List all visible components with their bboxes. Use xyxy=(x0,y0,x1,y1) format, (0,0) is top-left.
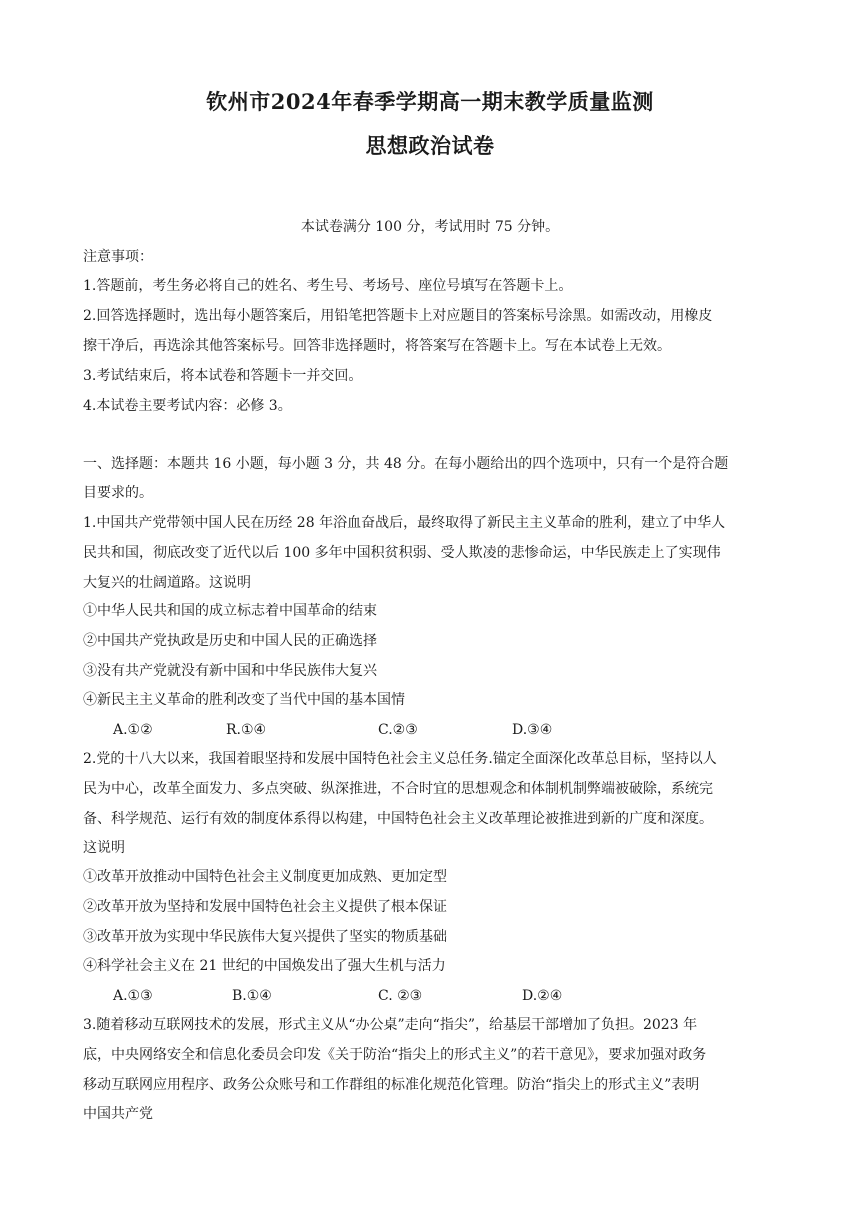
q1-option-d: D.③④ xyxy=(512,722,553,738)
q3-stem: 3.随着移动互联网技术的发展，形式主义从“办公桌”走向“指尖”，给基层干部增加了负担。2023 年 xyxy=(83,1017,698,1033)
exam-title: 钦州市2024年春季学期高一期末教学质量监测 xyxy=(206,89,654,114)
note-item: 4.本试卷主要考试内容：必修 3。 xyxy=(83,398,292,414)
q3-stem: 移动互联网应用程序、政务公众账号和工作群组的标准化规范化管理。防治“指尖上的形式主义”表明 xyxy=(83,1077,700,1093)
q2-option-a: A.①③ xyxy=(113,988,153,1004)
note-item: 2.回答选择题时，选出每小题答案后，用铅笔把答题卡上对应题目的答案标号涂黑。如需改动，用橡皮 xyxy=(83,308,713,324)
q2-stem: 备、科学规范、运行有效的制度体系得以构建，中国特色社会主义改革理论被推进到新的广度和深度。 xyxy=(83,811,713,827)
q1-option-a: A.①② xyxy=(113,722,153,738)
q1-statement: ③没有共产党就没有新中国和中华民族伟大复兴 xyxy=(83,663,377,679)
q2-statement: ③改革开放为实现中华民族伟大复兴提供了坚实的物质基础 xyxy=(83,929,447,945)
q2-option-c: C. ②③ xyxy=(378,988,423,1004)
section-heading: 一、选择题：本题共 16 小题，每小题 3 分，共 48 分。在每小题给出的四个选项中，只有一个是符合题 xyxy=(83,456,729,472)
q1-stem: 大复兴的壮阔道路。这说明 xyxy=(83,575,251,591)
q3-stem: 底，中央网络安全和信息化委员会印发《关于防治“指尖上的形式主义”的若干意见》，要求加强对政务 xyxy=(83,1047,707,1063)
notes-heading: 注意事项： xyxy=(83,249,153,265)
q2-stem: 民为中心，改革全面发力、多点突破、纵深推进，不合时宜的思想观念和体制机制弊端被破除，系统完 xyxy=(83,781,713,797)
q2-stem: 这说明 xyxy=(83,840,125,856)
exam-subtitle: 思想政治试卷 xyxy=(365,133,495,158)
q2-statement: ④科学社会主义在 21 世纪的中国焕发出了强大生机与活力 xyxy=(83,958,446,974)
q1-option-c: C.②③ xyxy=(378,722,418,738)
q1-statement: ①中华人民共和国的成立标志着中国革命的结束 xyxy=(83,603,377,619)
q3-stem: 中国共产党 xyxy=(83,1106,153,1122)
q1-statement: ②中国共产党执政是历史和中国人民的正确选择 xyxy=(83,633,377,649)
q2-statement: ①改革开放推动中国特色社会主义制度更加成熟、更加定型 xyxy=(83,869,447,885)
section-heading-cont: 目要求的。 xyxy=(83,485,153,501)
q1-stem: 民共和国，彻底改变了近代以后 100 多年中国积贫积弱、受人欺凌的悲惨命运，中华民族走上了实现伟 xyxy=(83,545,721,561)
q2-statement: ②改革开放为坚持和发展中国特色社会主义提供了根本保证 xyxy=(83,899,447,915)
exam-info: 本试卷满分 100 分，考试用时 75 分钟。 xyxy=(300,219,560,235)
q1-statement: ④新民主主义革命的胜利改变了当代中国的基本国情 xyxy=(83,692,405,708)
q2-stem: 2.党的十八大以来，我国着眼坚持和发展中国特色社会主义总任务.锚定全面深化改革总目标，坚持以人 xyxy=(83,751,717,767)
note-item: 1.答题前，考生务必将自己的姓名、考生号、考场号、座位号填写在答题卡上。 xyxy=(83,278,573,294)
q2-option-b: B.①④ xyxy=(232,988,272,1004)
q1-stem: 1.中国共产党带领中国人民在历经 28 年浴血奋战后，最终取得了新民主主义革命的胜利，建立了中华人 xyxy=(83,515,726,531)
q2-option-d: D.②④ xyxy=(522,988,563,1004)
note-item: 3.考试结束后，将本试卷和答题卡一并交回。 xyxy=(83,368,363,384)
q1-option-b: R.①④ xyxy=(226,722,267,738)
note-item: 擦干净后，再选涂其他答案标号。回答非选择题时，将答案写在答题卡上。写在本试卷上无效。 xyxy=(83,338,671,354)
